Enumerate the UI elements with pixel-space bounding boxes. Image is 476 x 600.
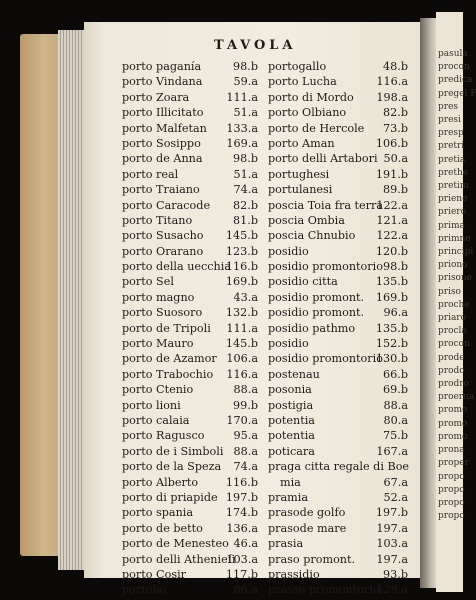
entry-name: posidio promont. — [268, 290, 365, 304]
entry-page-ref: 74.a — [233, 183, 258, 197]
entry-name: prassidio — [268, 567, 320, 581]
index-entry — [122, 59, 258, 74]
index-entry — [268, 182, 408, 197]
entry-name: porto Zoara — [122, 90, 190, 104]
entry-page-ref: 82.b — [383, 106, 408, 120]
entry-name: postigia — [268, 398, 314, 412]
entry-page-ref: 106.b — [375, 136, 408, 150]
facing-page-fragment: priaro — [438, 313, 467, 324]
index-entry — [122, 290, 258, 305]
index-entry — [268, 490, 408, 505]
index-entry — [122, 105, 258, 120]
entry-name: porto de Tripoli — [122, 321, 211, 335]
entry-page-ref: 122.a — [376, 229, 408, 243]
index-entry — [122, 382, 258, 397]
entry-page-ref: 116.b — [225, 260, 258, 274]
entry-name: prasode mare — [268, 521, 347, 535]
facing-page-fragment: procon — [438, 62, 470, 73]
entry-page-ref: 191.b — [375, 167, 408, 181]
index-entry — [122, 74, 258, 89]
entry-page-ref: 135.b — [375, 275, 408, 289]
entry-name: porto Malfetan — [122, 121, 207, 135]
entry-page-ref: 93.b — [383, 567, 408, 581]
facing-page-fragment: prodro — [438, 379, 469, 390]
index-entry — [268, 321, 408, 336]
entry-page-ref: 98.b — [233, 152, 258, 166]
facing-page-fragment: prona — [438, 445, 465, 456]
facing-page-fragment: procon — [438, 339, 470, 350]
entry-page-ref: 169.b — [225, 275, 258, 289]
entry-page-ref: 170.a — [226, 413, 258, 427]
entry-page-ref: 73.b — [383, 121, 408, 135]
entry-name: portulanesi — [268, 183, 333, 197]
entry-page-ref: 116.a — [376, 75, 408, 89]
entry-page-ref: 116.a — [226, 367, 258, 381]
entry-page-ref: 122.a — [376, 198, 408, 212]
entry-page-ref: 145.b — [225, 229, 258, 243]
entry-page-ref: 88.a — [383, 398, 408, 412]
facing-page-fragment: prome — [438, 405, 468, 416]
facing-page-fragment: prisone — [438, 273, 473, 284]
index-entry — [122, 167, 258, 182]
entry-name: porto Orarano — [122, 244, 204, 258]
entry-name: posidio promontorio — [268, 260, 383, 274]
index-column-right — [268, 59, 408, 598]
index-entry — [268, 413, 408, 428]
index-entry — [268, 105, 408, 120]
index-entry — [122, 244, 258, 259]
entry-page-ref: 197.b — [375, 506, 408, 520]
entry-name: porto della uecchia — [122, 260, 232, 274]
page-header: TAVOLA — [214, 38, 297, 53]
index-entry — [268, 121, 408, 136]
entry-name: portogallo — [268, 60, 327, 73]
entry-name: porto magno — [122, 290, 195, 304]
entry-page-ref: 89.b — [383, 183, 408, 197]
index-entry — [268, 475, 408, 490]
entry-page-ref: 111.a — [226, 90, 258, 104]
facing-page-fragment: prethe — [438, 167, 469, 178]
entry-page-ref: 95.a — [233, 429, 258, 443]
entry-name: porto spania — [122, 506, 194, 520]
entry-name: porto delli Athenieſi — [122, 552, 236, 566]
index-entry — [122, 228, 258, 243]
index-entry — [122, 367, 258, 382]
entry-page-ref: 81.b — [233, 213, 258, 227]
entry-name: porto Suosoro — [122, 306, 203, 320]
entry-page-ref: 106.a — [226, 352, 258, 366]
facing-page-fragment: priono — [438, 260, 468, 271]
index-entry — [122, 121, 258, 136]
entry-name: portobo — [122, 583, 167, 597]
facing-page-fragment: pregel F — [438, 88, 476, 99]
entry-name: porto Traiano — [122, 183, 200, 197]
entry-name: porto Aman — [268, 136, 335, 150]
entry-page-ref: 43.a — [233, 290, 258, 304]
entry-name: posonia — [268, 383, 312, 397]
index-entry — [268, 567, 408, 582]
index-entry — [122, 552, 258, 567]
index-entry — [122, 213, 258, 228]
entry-name: porto Vindana — [122, 75, 203, 89]
entry-name: praso promont. — [268, 552, 356, 566]
index-entry — [268, 244, 408, 259]
index-entry — [122, 428, 258, 443]
facing-page-fragment: pretim — [438, 181, 469, 192]
entry-name: porto Trabochio — [122, 367, 214, 381]
entry-page-ref: 46.a — [233, 537, 258, 551]
index-entry — [122, 505, 258, 520]
entry-page-ref: 88.a — [233, 444, 258, 458]
entry-name: porto Sosippo — [122, 136, 201, 150]
entry-name: porto delli Artabori — [268, 152, 378, 166]
entry-page-ref: 135.b — [375, 321, 408, 335]
entry-page-ref: 136.a — [226, 521, 258, 535]
entry-name: porto calaia — [122, 413, 190, 427]
entry-name: prasso promontorio — [268, 583, 380, 597]
facing-page-fragment: promo — [438, 418, 468, 429]
entry-name: potentia — [268, 429, 315, 443]
entry-page-ref: 152.b — [375, 337, 408, 351]
entry-name: porto Alberto — [122, 475, 199, 489]
facing-page-fragment: prima — [438, 220, 465, 231]
entry-name: porto Ragusco — [122, 429, 205, 443]
index-entry — [122, 567, 258, 582]
entry-name: porto Illicitato — [122, 106, 204, 120]
index-entry — [268, 198, 408, 213]
entry-page-ref: 96.a — [383, 306, 408, 320]
entry-name: porto Sel — [122, 275, 174, 289]
index-entry — [122, 151, 258, 166]
facing-page-fragment: procla — [438, 326, 467, 337]
entry-name: porto Olbiano — [268, 106, 347, 120]
index-entry — [268, 536, 408, 551]
entry-name: porto de Anna — [122, 152, 203, 166]
entry-name: porto de i Simboli — [122, 444, 224, 458]
entry-page-ref: 59.a — [233, 75, 258, 89]
entry-page-ref: 130.b — [375, 352, 408, 366]
index-entry — [122, 459, 258, 474]
entry-page-ref: 75.b — [383, 429, 408, 443]
index-entry — [268, 90, 408, 105]
index-entry — [268, 167, 408, 182]
entry-name: porto de Hercole — [268, 121, 365, 135]
entry-page-ref: 133.a — [226, 121, 258, 135]
entry-page-ref: 132.b — [225, 306, 258, 320]
entry-page-ref: 197.a — [376, 552, 408, 566]
index-entry — [268, 228, 408, 243]
entry-name: poscia Chnubio — [268, 229, 356, 243]
entry-page-ref: 80.a — [383, 413, 408, 427]
entry-name: porto de Azamor — [122, 352, 217, 366]
entry-page-ref: 98.b — [383, 260, 408, 274]
entry-page-ref: 116.b — [225, 475, 258, 489]
entry-page-ref: 51.a — [233, 167, 258, 181]
entry-name: posidio — [268, 337, 309, 351]
entry-page-ref: 174.b — [225, 506, 258, 520]
index-entry — [268, 74, 408, 89]
index-entry — [122, 336, 258, 351]
entry-page-ref: 111.a — [226, 321, 258, 335]
entry-name: posidio citta — [268, 275, 338, 289]
facing-page-fragment: priene — [438, 194, 468, 205]
index-entry — [122, 136, 258, 151]
entry-page-ref: 121.a — [376, 213, 408, 227]
facing-page-fragment: proerna — [438, 392, 475, 403]
index-entry — [122, 475, 258, 490]
entry-name: porto Titano — [122, 213, 193, 227]
index-entry — [122, 582, 258, 597]
index-entry — [268, 290, 408, 305]
index-entry — [122, 182, 258, 197]
index-entry — [122, 536, 258, 551]
entry-name: porto de la Speza — [122, 460, 222, 474]
index-entry — [122, 259, 258, 274]
entry-page-ref: 197.b — [225, 490, 258, 504]
index-entry — [268, 521, 408, 536]
facing-page-fragment: prodo — [438, 365, 465, 376]
entry-name: porto de Menesteo — [122, 537, 229, 551]
entry-page-ref: 167.a — [376, 444, 408, 458]
facing-page-fragment: presi — [438, 115, 461, 126]
index-entry — [268, 444, 408, 459]
index-entry — [268, 136, 408, 151]
index-entry — [122, 274, 258, 289]
facing-page-fragment: pretri — [438, 141, 465, 152]
facing-page-fragment: pretia — [438, 154, 466, 165]
facing-page-fragment: proche — [438, 299, 470, 310]
entry-name: mia — [280, 475, 301, 489]
index-entry — [122, 444, 258, 459]
index-entry — [268, 336, 408, 351]
entry-page-ref: 88.a — [233, 383, 258, 397]
entry-page-ref: 198.a — [376, 90, 408, 104]
index-entry — [268, 459, 408, 474]
facing-page-fragment: priso — [438, 286, 461, 297]
entry-page-ref: 86.a — [233, 583, 258, 597]
entry-page-ref: 82.b — [233, 198, 258, 212]
index-entry — [122, 198, 258, 213]
index-entry — [268, 552, 408, 567]
index-entry — [268, 428, 408, 443]
entry-page-ref: 103.a — [226, 552, 258, 566]
entry-name: porto Lucha — [268, 75, 337, 89]
entry-name: porto Cosir — [122, 567, 186, 581]
entry-page-ref: 120.b — [375, 244, 408, 258]
index-entry — [268, 505, 408, 520]
index-entry — [122, 305, 258, 320]
facing-page-fragment: primne — [438, 233, 471, 244]
entry-name: postenau — [268, 367, 320, 381]
entry-page-ref: 67.a — [383, 475, 408, 489]
entry-name: porto Mauro — [122, 337, 194, 351]
index-entry — [268, 382, 408, 397]
entry-name: posidio — [268, 244, 309, 258]
facing-page-fragment: propo — [438, 511, 465, 522]
index-entry — [122, 413, 258, 428]
entry-name: posidio pathmo — [268, 321, 356, 335]
entry-page-ref: 117.b — [225, 567, 258, 581]
entry-name: porto Susacho — [122, 229, 204, 243]
index-entry — [268, 305, 408, 320]
entry-page-ref: 169.b — [375, 290, 408, 304]
index-entry — [268, 367, 408, 382]
facing-page-fragment: presp — [438, 128, 464, 139]
entry-name: porto paganía — [122, 60, 202, 73]
facing-page-fragment: propo — [438, 497, 465, 508]
index-entry — [122, 351, 258, 366]
entry-name: porto di priapide — [122, 490, 218, 504]
entry-name: praga citta regale di Boe — [268, 460, 410, 474]
entry-name: poscia Ombia — [268, 213, 345, 227]
entry-page-ref: 50.a — [383, 152, 408, 166]
facing-page-fragment: propo — [438, 484, 465, 495]
index-entry — [122, 321, 258, 336]
index-entry — [122, 90, 258, 105]
entry-name: prasia — [268, 537, 304, 551]
entry-name: posidio promontorio — [268, 352, 383, 366]
entry-page-ref: 52.a — [383, 490, 408, 504]
entry-page-ref: 103.a — [376, 537, 408, 551]
facing-page-fragment: proper — [438, 458, 469, 469]
index-entry — [268, 151, 408, 166]
index-column-left — [122, 59, 258, 598]
index-entry — [268, 59, 408, 74]
entry-page-ref: 98.b — [233, 60, 258, 73]
entry-page-ref: 48.b — [383, 60, 408, 73]
entry-page-ref: 66.b — [383, 367, 408, 381]
entry-name: porto Ctenio — [122, 383, 194, 397]
entry-name: porto Caracode — [122, 198, 211, 212]
entry-page-ref: 145.b — [225, 337, 258, 351]
entry-name: posidio promont. — [268, 306, 365, 320]
index-entry — [268, 259, 408, 274]
entry-page-ref: 129.a — [376, 583, 408, 597]
index-entry — [122, 490, 258, 505]
entry-page-ref: 69.b — [383, 383, 408, 397]
entry-page-ref: 51.a — [233, 106, 258, 120]
index-entry — [268, 398, 408, 413]
facing-page-fragment: pres — [438, 101, 459, 112]
page-stack-edges — [58, 30, 84, 570]
facing-page-fragment: prode — [438, 352, 465, 363]
entry-name: porto de betto — [122, 521, 203, 535]
facing-page-fragment: propo — [438, 471, 465, 482]
facing-page-fragment: promo — [438, 431, 468, 442]
index-entry — [268, 274, 408, 289]
entry-name: prasode golfo — [268, 506, 346, 520]
entry-page-ref: 197.a — [376, 521, 408, 535]
entry-page-ref: 99.b — [233, 398, 258, 412]
entry-page-ref: 169.a — [226, 136, 258, 150]
facing-page-fragment: pasula — [438, 49, 468, 59]
facing-page-fragment: principi — [438, 247, 474, 258]
entry-name: poscia Toia fra terra — [268, 198, 384, 212]
entry-name: porto di Mordo — [268, 90, 354, 104]
index-entry — [122, 521, 258, 536]
entry-name: pramia — [268, 490, 309, 504]
index-entry — [268, 213, 408, 228]
entry-page-ref: 123.b — [225, 244, 258, 258]
entry-name: poticara — [268, 444, 315, 458]
index-entry — [122, 398, 258, 413]
entry-name: potentia — [268, 413, 315, 427]
facing-page-fragment: priero — [438, 207, 466, 218]
entry-name: porto real — [122, 167, 179, 181]
facing-page-fragment: predica — [438, 75, 473, 86]
entry-page-ref: 74.a — [233, 460, 258, 474]
facing-page-edge — [436, 12, 476, 592]
index-entry — [268, 351, 408, 366]
entry-name: portughesi — [268, 167, 330, 181]
entry-name: porto lioni — [122, 398, 181, 412]
index-entry — [268, 582, 408, 597]
